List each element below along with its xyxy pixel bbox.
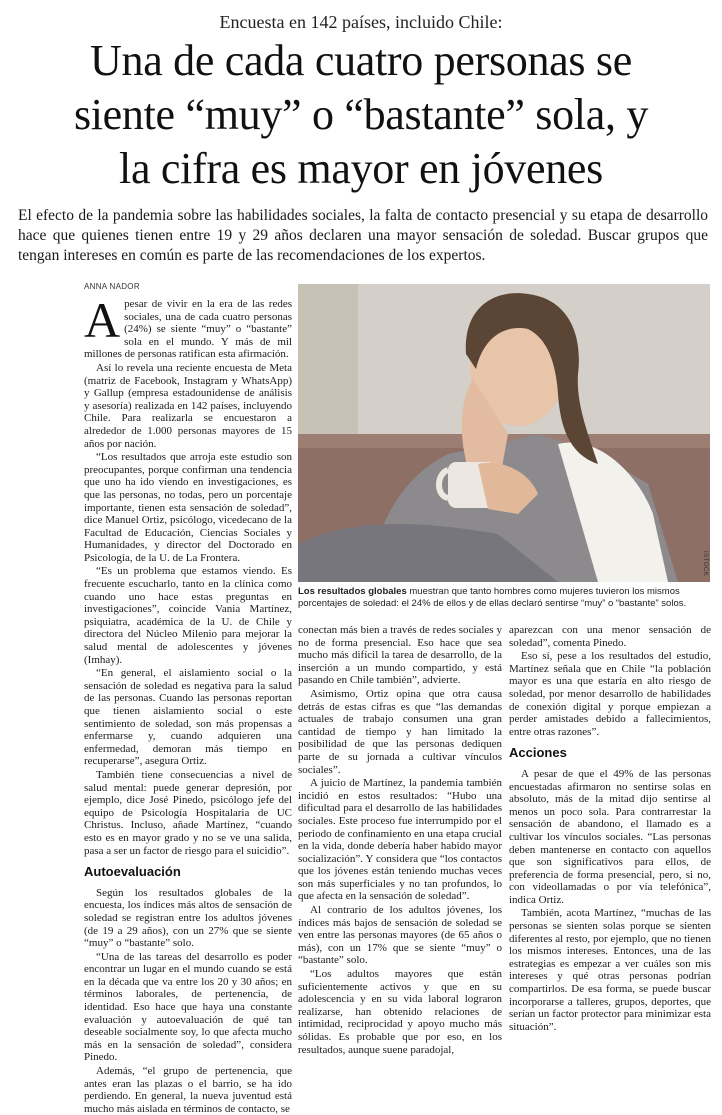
photo-caption: [298, 586, 710, 610]
paragraph: Al contrario de los adultos jóvenes, los índices más bajos de sensación de soledad se ven entre las personas mayores (de 65 años o más), con un 17% que se siente “muy” o “bastante” solo.: [298, 904, 502, 967]
caption-lead: Los resultados globales: [298, 586, 407, 597]
article-column-2: [298, 624, 502, 1056]
headline-line-2: siente “muy” o “bastante” sola, y: [73, 90, 649, 139]
paragraph: Según los resultados globales de la encuesta, los índices más altos de sensación de soledad se registran entre los adultos jóvenes (de 19 a 29 años), con un 27% que se siente “muy” o “bastante” solo.: [84, 886, 292, 950]
paragraph: A juicio de Martínez, la pandemia también incidió en estos resultados: “Hubo una dificultad para el desarrollo de las habilidades sociales. Este proceso fue interrumpido por el periodo de confinamiento en una etapa crucial en la vida, donde debería haber habido mayor socialización”. Y considera que “los contactos que los jóvenes están teniendo muchas veces son más superficiales y no tan profundos, lo que afecta en la sensación de soledad”.: [298, 777, 502, 903]
paragraph: “Los adultos mayores que están suficientemente activos y que en su adolescencia y en su vida laboral lograron realizarse, han obtenido relaciones de intimidad, reciprocidad y apoyo mucho más sólidas. Es probable que por eso, en los resultados, aunque suene paradojal,: [298, 968, 502, 1056]
paragraph: Eso sí, pese a los resultados del estudio, Martínez señala que en Chile “la población mayor es una que estaría en alto riesgo de soledad, por menor desarrollo de habilidades de conexión digital y porque empiezan a perder amistades debido a fallecimientos, entre otras razones”.: [509, 650, 711, 738]
photo-credit: ISTOCK: [702, 550, 708, 576]
paragraph: Asimismo, Ortiz opina que otra causa detrás de estas cifras es que “las demandas actuales de trabajo consumen una gran cantidad de tiempo y han limitado la posibilidad de que las personas dediquen parte de su jornada a cultivar vínculos sociales”.: [298, 687, 502, 776]
article-column-1: [84, 292, 292, 1115]
subhead-autoevaluacion: Autoevaluación: [84, 864, 181, 880]
headline-line-3: la cifra es mayor en jóvenes: [119, 144, 603, 193]
paragraph: “Es un problema que estamos viendo. Es frecuente escucharlo, tanto en la clínica como cuando uno hace estas preguntas en investigaciones”, coincide Vania Martínez, psiquiatra, académica de la U. de Chile y directora del Núcleo Milenio para mejorar la salud mental de adolescentes y jóvenes (Imhay).: [84, 565, 292, 666]
paragraph: “Los resultados que arroja este estudio son preocupantes, porque confirman una tendencia que uno ha ido viendo en investigaciones, es que las personas, no todas, pero un porcentaje importante, tienen esta sensación de soledad”, dice Manuel Ortiz, psicólogo, vicedecano de la Facultad de Educación, Ciencias Sociales y Humanidades, y director del Doctorado en Psicología, de la U. de La Frontera.: [84, 451, 292, 564]
kicker: Encuesta en 142 países, incluido Chile:: [219, 12, 503, 32]
paragraph: conectan más bien a través de redes sociales y no de forma presencial. Eso hace que sea mucho más difícil la tarea de desarrollo, de la inserción a un mundo compartido, y está pasando en Chile también”, advierte.: [298, 624, 502, 687]
deck-summary: El efecto de la pandemia sobre las habilidades sociales, la falta de contacto presencial y su etapa de desarrollo hace que quienes tienen entre 19 y 29 años declaren una mayor sensación de soledad. Buscar grupos que tengan intereses en común es parte de las recomendaciones de los expertos.: [18, 207, 708, 264]
paragraph: “Una de las tareas del desarrollo es poder encontrar un lugar en el mundo cuando se está en la década que va entre los 20 y 30 años; en términos laborales, de pertenencia, de identidad. Eso hace que haya una constante evaluación y autoevaluación de qué tan deseable socialmente soy, lo que afecta mucho más en la sensación de soledad”, considera Pinedo.: [84, 950, 292, 1064]
paragraph: Apesar de vivir en la era de las redes sociales, una de cada cuatro personas (24%) se siente “muy” o “bastante” sola en el mundo. Y más de mil millones de personas ratifican esta afirmación.: [84, 292, 292, 361]
subhead-acciones: Acciones: [509, 745, 567, 761]
drop-cap: A: [84, 292, 121, 348]
paragraph: Así lo revela una reciente encuesta de Meta (matriz de Facebook, Instagram y WhatsApp) y Gallup (empresa estadounidense de análisis y asesoría) realizada en 142 países, incluyendo Chile. Para realizarla se encuestaron a alrededor de 1.000 personas mayores de 15 años por nación.: [84, 361, 292, 450]
article-column-3: [509, 624, 711, 1033]
article-photo: [298, 284, 710, 582]
paragraph: A pesar de que el 49% de las personas encuestadas afirmaron no sentirse solas en absoluto, más de la mitad dijo sentirse al menos un poco sola. Para contrarrestar la sensación de abandono, el llamado es a cultivar los vínculos sociales. “Las personas deben mantenerse en contacto con aquellos que son significativos para ellos, de preferencia de forma presencial, pero, si no, con videollamadas o por vía telefónica”, indica Ortiz.: [509, 767, 711, 906]
headline-line-1: Una de cada cuatro personas se: [90, 36, 632, 85]
caption-text: muestran que tanto hombres como mujeres tuvieron los mismos porcentajes de soledad: el 24% de ellos y de ellas declaró sentirse “muy” o “bastante” solos.: [298, 586, 687, 609]
woman-with-mug-illustration: [298, 284, 710, 582]
paragraph: También, acota Martínez, “muchas de las personas se sienten solas porque se sienten diferentes al resto, por ejemplo, que no tienen los mismos intereses. Entonces, una de las estrategias es empezar a ver cuáles son mis intereses y qué otras personas podrían compartirlos. De esa forma, se puede buscar incorporarse a talleres, grupos, deportes, que serían un factor protector para minimizar esta situación”.: [509, 907, 711, 1033]
paragraph: “En general, el aislamiento social o la sensación de soledad es negativa para la salud de las personas. Cuando las personas reportan que tienen aislamiento social o este sentimiento de soledad, son más propensas a enfermarse y, cuando adquieren una enfermedad, demoran más tiempo en recuperarse”, asegura Ortiz.: [84, 667, 292, 768]
paragraph: También tiene consecuencias a nivel de salud mental: puede generar depresión, por ejemplo, dice José Pinedo, psicólogo jefe del equipo de Psicología Hospitalaria de UC Christus. Incluso, añade Martínez, “cuando esto es en mayor grado y no se ve una salida, pasa a ser un factor de riesgo para el suicidio”.: [84, 768, 292, 857]
byline: ANNA NADOR: [84, 282, 140, 291]
paragraph: Además, “el grupo de pertenencia, que antes eran las plazas o el barrio, se ha ido perdiendo. En general, la nueva juventud está mucho más aislada en términos de contacto, se: [84, 1065, 292, 1115]
headline: [14, 34, 708, 196]
paragraph: aparezcan con una menor sensación de soledad”, comenta Pinedo.: [509, 624, 711, 649]
